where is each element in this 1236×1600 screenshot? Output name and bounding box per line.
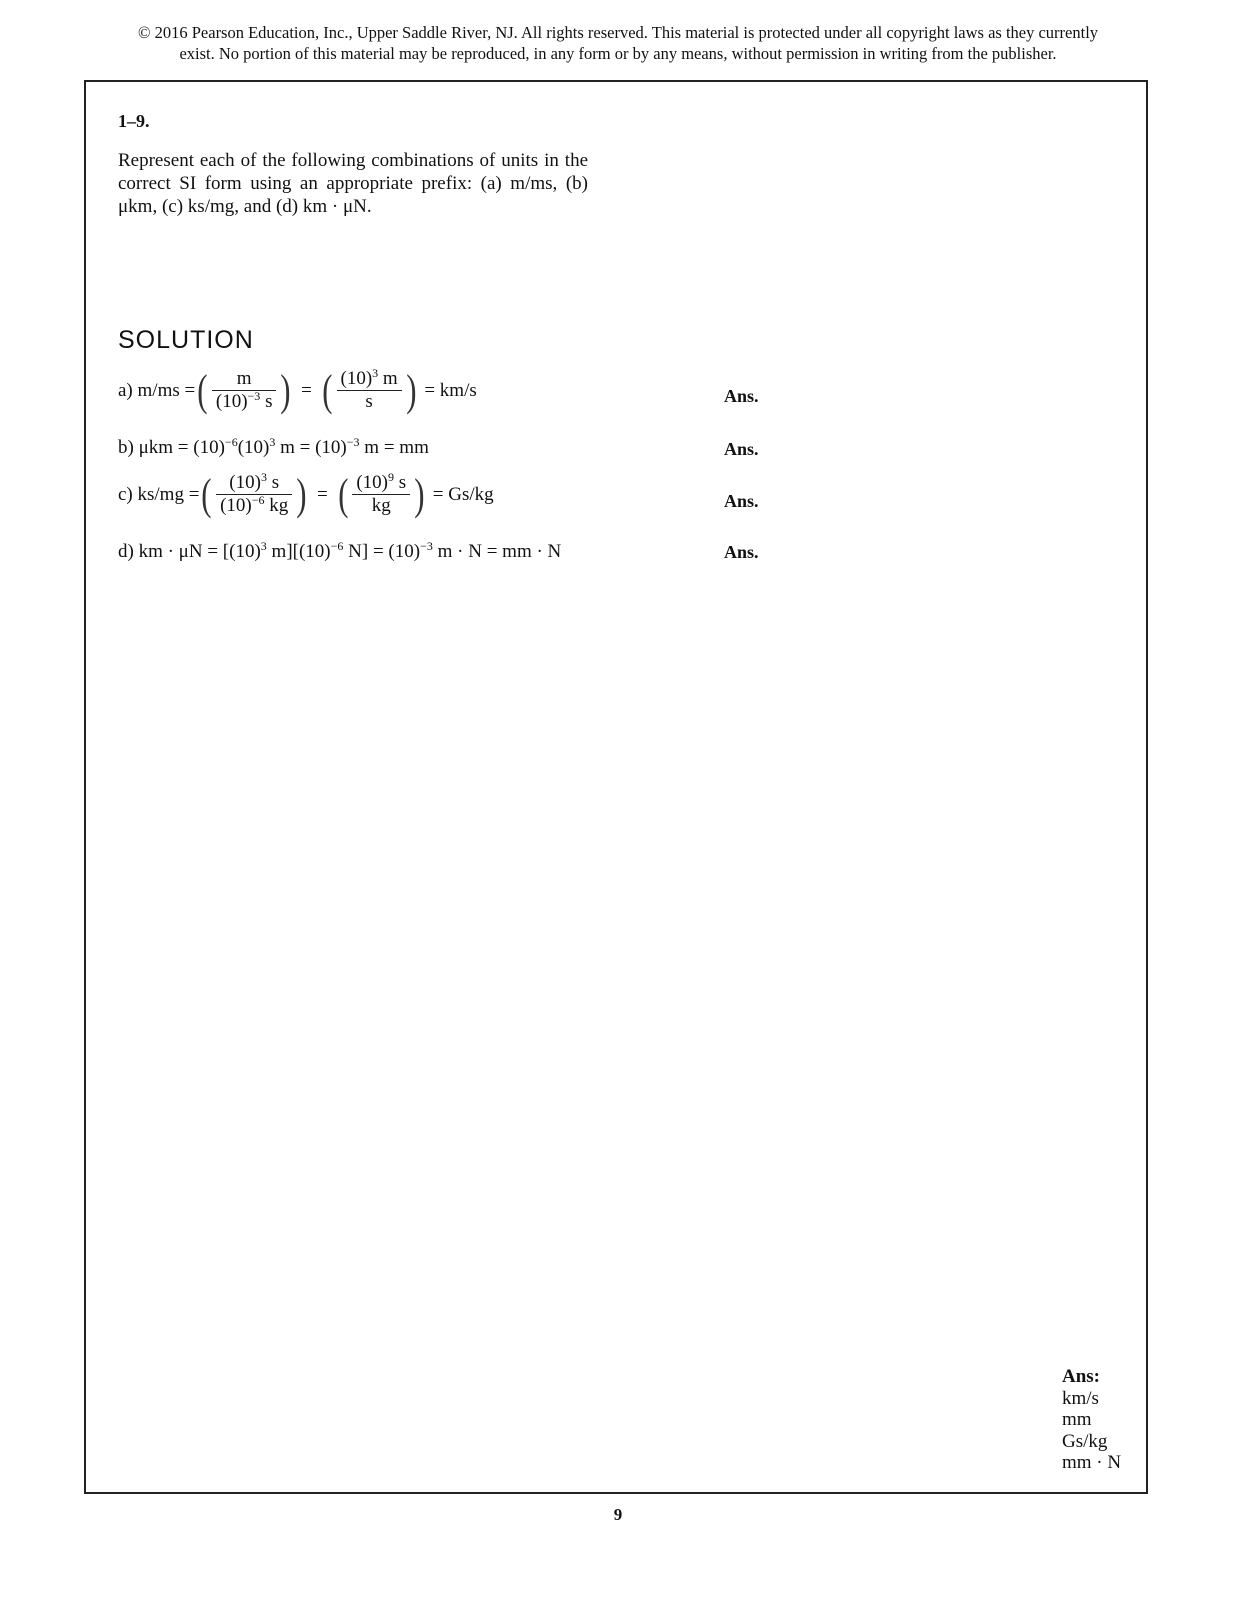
answer-item: mm · N [1062,1452,1122,1473]
eq-c-equals: = [316,483,328,505]
equation-b [118,437,429,459]
answer-item: km/s [1062,1387,1099,1409]
equation-d [118,541,561,563]
eq-d-expression: d) km · $\mu N = [(10)^3$ $m][(10)^{-6}$ $N] = (10)^{-3}$ m · N = mm · N [118,539,562,562]
eq-c-fraction-2 [352,472,410,517]
eq-c-lhs: c) ks/mg = [118,483,200,505]
eq-c-fraction-1 [216,472,292,517]
answer-item: Gs/kg [1062,1430,1108,1452]
eq-a-f1-denominator: $(10)^{-3}$ s [215,389,273,412]
eq-a-f1-numerator: m [236,368,252,389]
answers-summary [1062,1366,1121,1474]
eq-b-expression: b) $\mu km = (10)^{-6}(10)^3$ $m = (10)^{-3}$ m = mm [118,435,429,458]
copyright-notice [90,22,1146,64]
eq-a-equals: = [301,379,312,401]
eq-a-fraction-2 [337,368,402,413]
answer-item: mm [1062,1409,1092,1430]
page-number: 9 [613,1505,623,1524]
eq-a-f2-numerator: $(10)^3$ m [340,366,398,389]
equation-c [118,469,494,519]
copyright-line-2: exist. No portion of this material may be reproduced, in any form or by any means, without permission in writing from the publisher. [179,44,1057,63]
eq-c-f2-numerator: $(10)^9$ s [356,470,407,493]
eq-c-f1-numerator: $(10)^3$ s [229,470,280,493]
eq-c-f1-denominator: $(10)^{-6}$ kg [220,493,289,516]
ans-label-c: Ans. [724,491,759,511]
eq-c-f2-denominator: kg [371,495,391,516]
answers-heading: Ans: [1062,1366,1101,1387]
eq-a-rhs: = km/s [424,379,477,401]
eq-a-term-2: ( $\frac{(10)^3 m}{s}$ ) [322,365,417,415]
ans-label-a: Ans. [724,386,759,406]
eq-a-fraction-1 [212,368,277,413]
copyright-line-1: © 2016 Pearson Education, Inc., Upper Saddle River, NJ. All rights reserved. This material is protected under all copyright laws as they currently [137,23,1099,42]
problem-statement: Represent each of the following combinations of units in the correct SI form using an appropriate prefix: (a) m/ms, (b) μkm, (c) ks/mg, and (d) km · μN. [118,150,588,217]
eq-a-term-1: ( $\frac{m}{(10)^{-3} s}$ ) [197,365,291,415]
content-frame [84,80,1148,1494]
ans-label-b: Ans. [724,439,759,459]
problem-number: 1–9. [118,111,150,131]
eq-c-term-1: ( $\frac{(10)^3 s}{(10)^{-6} kg}$ ) [201,469,307,519]
eq-c-term-2: ( $\frac{(10)^9 s}{kg}$ ) [337,469,425,519]
ans-label-d: Ans. [724,542,759,562]
eq-c-rhs: = Gs/kg [432,483,494,505]
solution-heading: SOLUTION [118,326,254,354]
eq-a-lhs: a) m/ms = [118,379,196,401]
eq-a-f2-denominator: s [365,391,373,412]
equation-a [118,365,477,415]
